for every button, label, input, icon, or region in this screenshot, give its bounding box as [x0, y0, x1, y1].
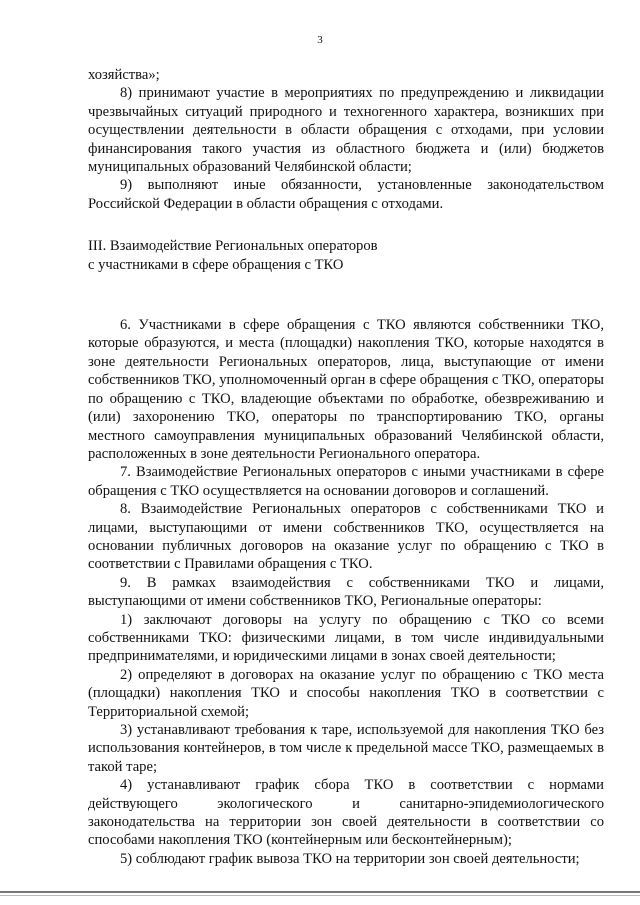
paragraph-7: 7. Взаимодействие Региональных операторов с иными участниками в сфере обращения с ТКО осуществляется на основании договоров и соглашений.	[88, 464, 604, 499]
paragraph-item-8: 8) принимают участие в мероприятиях по предупреждению и ликвидации чрезвычайных ситуаций природного и техногенного характера, возникших при осуществлении деятельности в области обращения с отходами, при условии финансирования такого участия из областного бюджета и (или) бюджетов муниципальных образований Челябинской области;	[88, 85, 604, 176]
section-heading-line2: с участниками в сфере обращения с ТКО	[88, 256, 344, 273]
list-item-2: 2) определяют в договорах на оказание услуг по обращению с ТКО места (площадки) накопления ТКО и способы накопления ТКО в соответствии с Территориальной схемой;	[88, 666, 604, 720]
paragraph-6: 6. Участниками в сфере обращения с ТКО являются собственники ТКО, которые образуются, и места (площадки) накопления ТКО, которые находятся в зоне деятельности Региональных операторов, лица, выступающие от имени собственников ТКО, уполномоченный орган в сфере обращения с ТКО, операторы по обращению с ТКО, владеющие объектами по обработке, обезвреживанию и (или) захоронению ТКО, операторы по транспортированию ТКО, органы местного самоуправления муниципальных образований Челябинской области, расположенных в зоне деятельности Регионального оператора.	[88, 317, 604, 462]
list-item-3: 3) устанавливают требования к таре, используемой для накопления ТКО без использования контейнеров, в том числе к предельной массе ТКО, размещаемых в такой таре;	[88, 722, 604, 775]
paragraph-9: 9. В рамках взаимодействия с собственниками ТКО и лицами, выступающими от имени собственников ТКО, Региональные операторы:	[88, 574, 604, 610]
footer-divider	[0, 891, 640, 893]
footer-divider-thin	[0, 895, 640, 896]
page-number: 3	[317, 34, 323, 46]
paragraph-8: 8. Взаимодействие Региональных операторов с собственниками ТКО и лицами, выступающими от имени собственников ТКО, осуществляется на основании публичных договоров на оказание услуг по обращению с ТКО в соответствии с Правилами обращения с ТКО.	[88, 501, 604, 573]
list-item-1: 1) заключают договоры на услугу по обращению с ТКО со всеми собственниками ТКО: физическими лицами, в том числе индивидуальными предпринимателями, и юридическими лицами в зонах своей деятельности;	[88, 611, 604, 665]
paragraph-item-9: 9) выполняют иные обязанности, установленные законодательством Российской Федерации в области обращения с отходами.	[88, 177, 604, 212]
section-heading-line1: III. Взаимодействие Региональных операторов	[88, 238, 378, 255]
document-body	[88, 66, 604, 868]
list-item-5: 5) соблюдают график вывоза ТКО на территории зон своей деятельности;	[120, 850, 580, 867]
paragraph-continuation: хозяйства»;	[88, 67, 160, 83]
list-item-4: 4) устанавливают график сбора ТКО в соответствии с нормами действующего экологического и санитарно-эпидемиологического законодательства на территории зон своей деятельности в соответствии со способами накопления ТКО (контейнерным или бесконтейнерным);	[88, 777, 604, 849]
